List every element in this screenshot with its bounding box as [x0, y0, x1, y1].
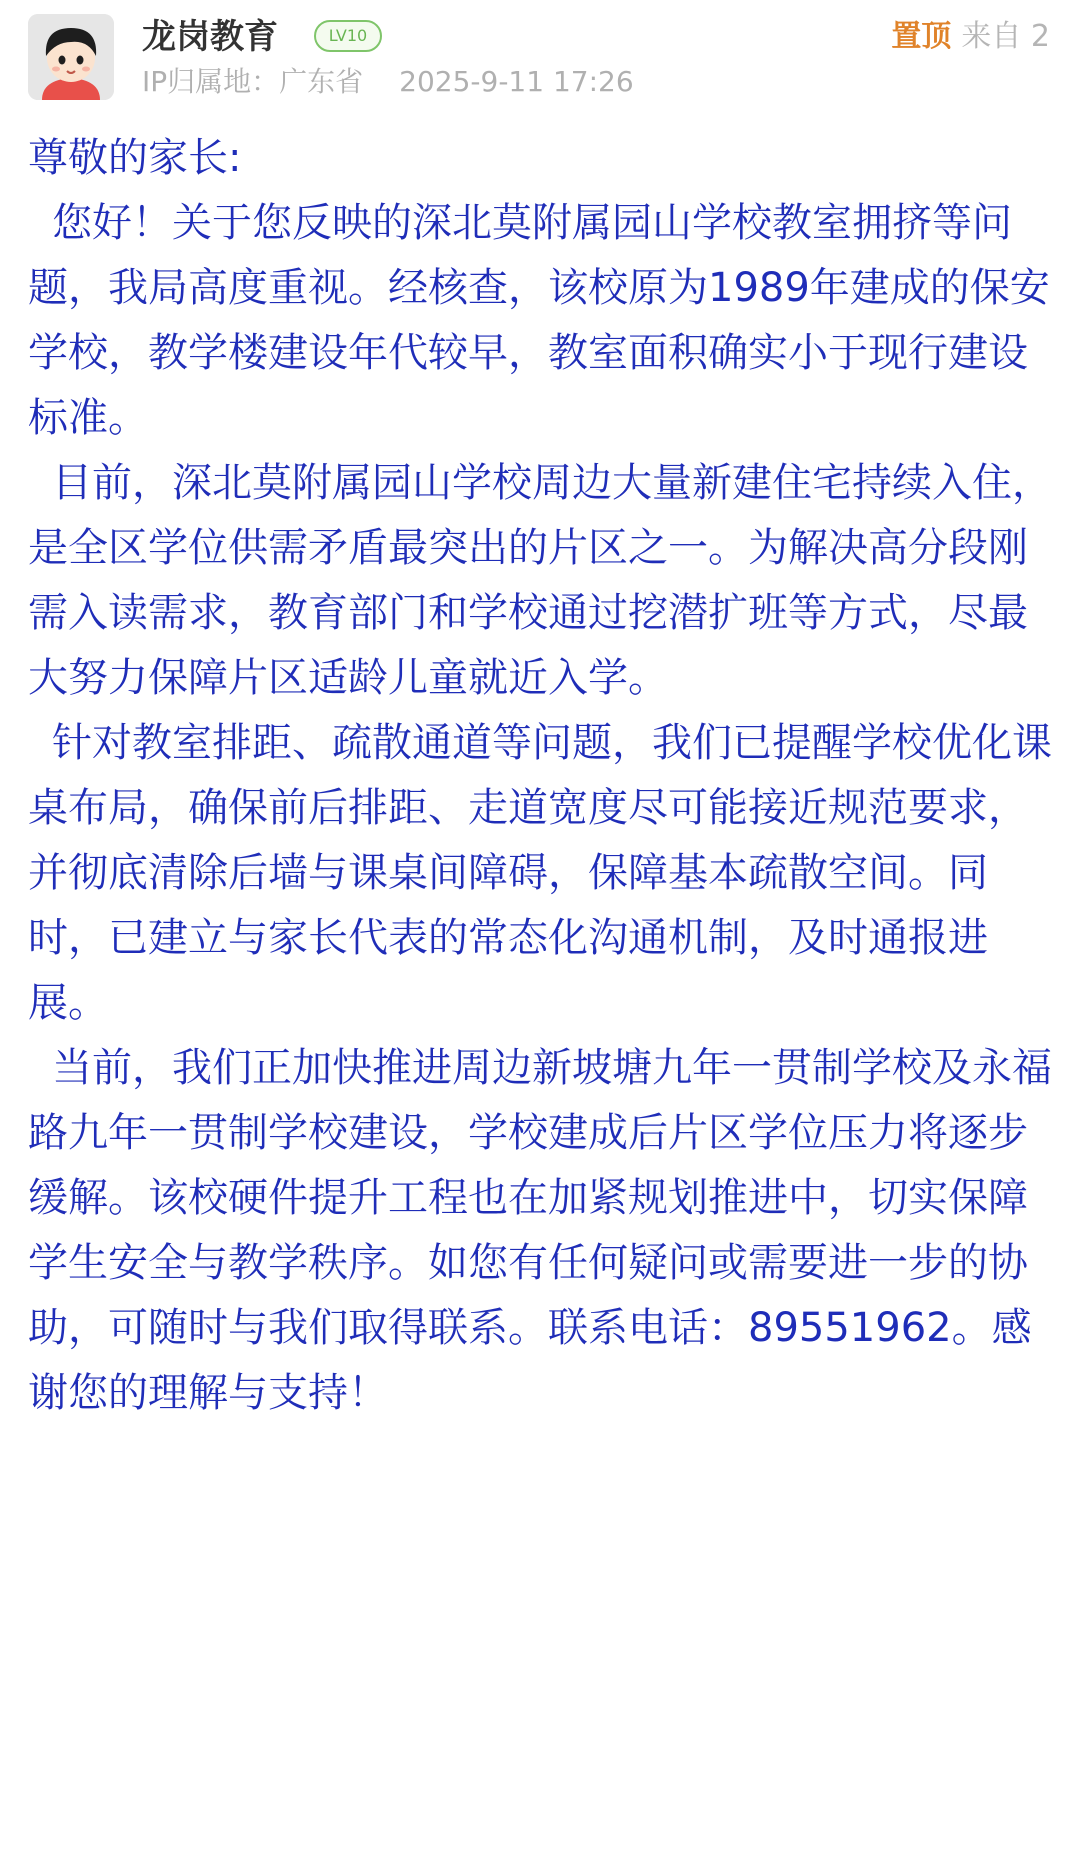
ip-location: IP归属地：广东省: [142, 65, 364, 98]
paragraph-3: 针对教室排距、疏散通道等问题，我们已提醒学校优化课桌布局，确保前后排距、走道宽度尽可能接近规范要求，并彻底清除后墙与课桌间障碍，保障基本疏散空间。同时，已建立与家长代表的常态化沟通机制，及时通报进展。: [28, 720, 1052, 1026]
pinned-tag: 置顶: [891, 19, 952, 54]
level-badge: LV10: [314, 20, 382, 52]
greeting: 尊敬的家长:: [28, 135, 242, 181]
post-meta: [142, 62, 634, 102]
avatar[interactable]: [28, 14, 114, 100]
paragraph-1: 您好！关于您反映的深北莫附属园山学校教室拥挤等问题，我局高度重视。经核查，该校原为1989年建成的保安学校，教学楼建设年代较早，教室面积确实小于现行建设标准。: [28, 200, 1050, 441]
author-name[interactable]: 龙岗教育: [142, 17, 278, 57]
post-header: [0, 0, 1080, 110]
post-timestamp: 2025-9-11 17:26: [399, 65, 634, 98]
paragraph-2: 目前，深北莫附属园山学校周边大量新建住宅持续入住，是全区学位供需矛盾最突出的片区之一。为解决高分段刚需入读需求，教育部门和学校通过挖潜扩班等方式，尽最大努力保障片区适龄儿童就近入学。: [28, 460, 1052, 701]
source-tag: 来自 2: [961, 19, 1050, 54]
paragraph-4: 当前，我们正加快推进周边新坡塘九年一贯制学校及永福路九年一贯制学校建设，学校建成后片区学位压力将逐步缓解。该校硬件提升工程也在加紧规划推进中，切实保障学生安全与教学秩序。如您有任何疑问或需要进一步的协助，可随时与我们取得联系。联系电话：89551962。感谢您的理解与支持！: [28, 1045, 1052, 1416]
post-body: [28, 126, 1056, 1426]
header-right: [891, 14, 1050, 60]
cartoon-child-avatar-icon: [28, 14, 114, 100]
